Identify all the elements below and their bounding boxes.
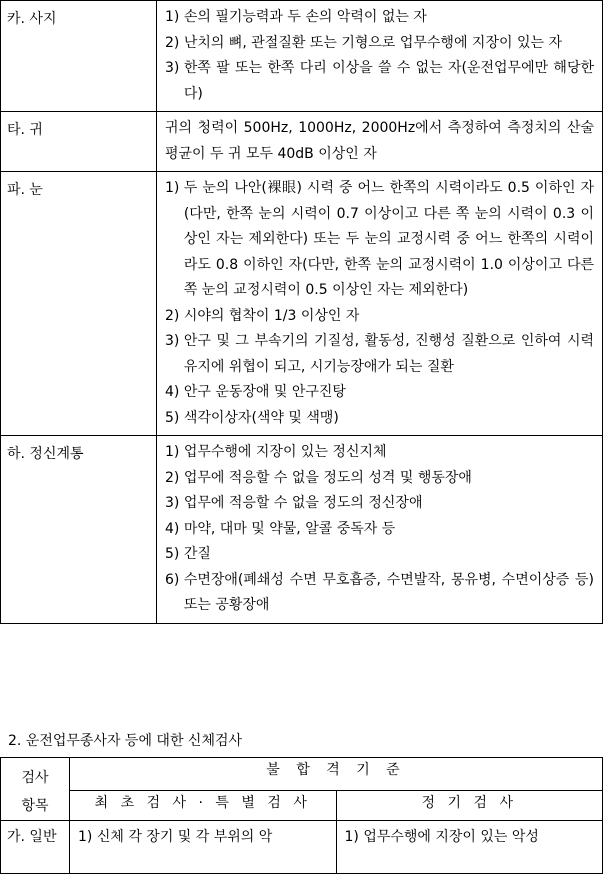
section-title: 2. 운전업무종사자 등에 대한 신체검사 (8, 733, 243, 749)
criteria-cell (157, 112, 603, 172)
criteria-text: 귀의 청력이 500Hz, 1000Hz, 2000Hz에서 측정하여 측정치의 산술평균이 두 귀 모두 40dB 이상인 자 (165, 120, 594, 162)
list-item: 1) 손의 필기능력과 두 손의 악력이 없는 자 (165, 9, 427, 25)
header-periodic: 정 기 검 사 (336, 790, 603, 820)
list-item: 1) 두 눈의 나안(裸眼) 시력 중 어느 한쪽의 시력이라도 0.5 이하인 자(다만, 한쪽 눈의 시력이 0.7 이상이고 다른 쪽 눈의 시력이 0.3 이상인 자는 제외한다) 또는 두 눈의 교정시력 중 어느 한쪽의 시력이라도 0.8 이하인 자(다만, 한쪽 눈의 교정시력이 1.0 이상이고 다른 쪽 눈의 교정시력이 0.5 이상인 자는 제외한다) (165, 180, 594, 298)
header-initial-special: 최 초 검 사 · 특 별 검 사 (70, 790, 337, 820)
list-item: 2) 난치의 뼈, 관절질환 또는 기형으로 업무수행에 지장이 있는 자 (165, 34, 562, 51)
table-row (1, 436, 603, 624)
criteria-cell (157, 172, 603, 436)
table-row (1, 1, 603, 112)
cell-periodic: 1) 업무수행에 지장이 있는 악성 (336, 821, 603, 874)
row-label-general: 가. 일반 (1, 821, 70, 874)
table-header-row (1, 758, 603, 791)
list-item: 1) 업무수행에 지장이 있는 정신지체 (165, 444, 387, 460)
category-eye: 파. 눈 (1, 172, 157, 436)
list-item: 4) 마약, 대마 및 약물, 알콜 중독자 등 (165, 520, 396, 537)
list-item: 5) 색각이상자(색약 및 색맹) (165, 409, 339, 426)
category-mental: 하. 정신계통 (1, 436, 157, 624)
list-item: 6) 수면장애(폐쇄성 수면 무호흡증, 수면발작, 몽유병, 수면이상증 등) 또는 공황장애 (165, 571, 594, 613)
list-item: 4) 안구 운동장애 및 안구진탕 (165, 384, 346, 400)
list-item: 3) 업무에 적응할 수 없을 정도의 정신장애 (165, 495, 423, 511)
cell-initial: 1) 신체 각 장기 및 각 부위의 악 (70, 821, 337, 874)
criteria-cell (157, 1, 603, 112)
table-row (1, 172, 603, 436)
table-row (1, 821, 603, 874)
list-item: 3) 한쪽 팔 또는 한쪽 다리 이상을 쓸 수 없는 자(운전업무에만 해당한다) (165, 60, 594, 102)
physical-exam-table (0, 757, 603, 874)
category-limbs: 카. 사지 (1, 1, 157, 112)
header-exam-item: 검사 항목 (1, 758, 70, 821)
category-ear: 타. 귀 (1, 112, 157, 172)
list-item: 2) 업무에 적응할 수 없을 정도의 성격 및 행동장애 (165, 469, 472, 486)
table-header-row (1, 790, 603, 820)
list-item: 3) 안구 및 그 부속기의 기질성, 활동성, 진행성 질환으로 인하여 시력 유지에 위협이 되고, 시기능장애가 되는 질환 (165, 333, 594, 375)
table-row (1, 112, 603, 172)
header-fail-criteria: 불 합 격 기 준 (70, 758, 603, 791)
list-item: 5) 간질 (165, 546, 211, 562)
list-item: 2) 시야의 협착이 1/3 이상인 자 (165, 307, 360, 324)
criteria-cell (157, 436, 603, 624)
